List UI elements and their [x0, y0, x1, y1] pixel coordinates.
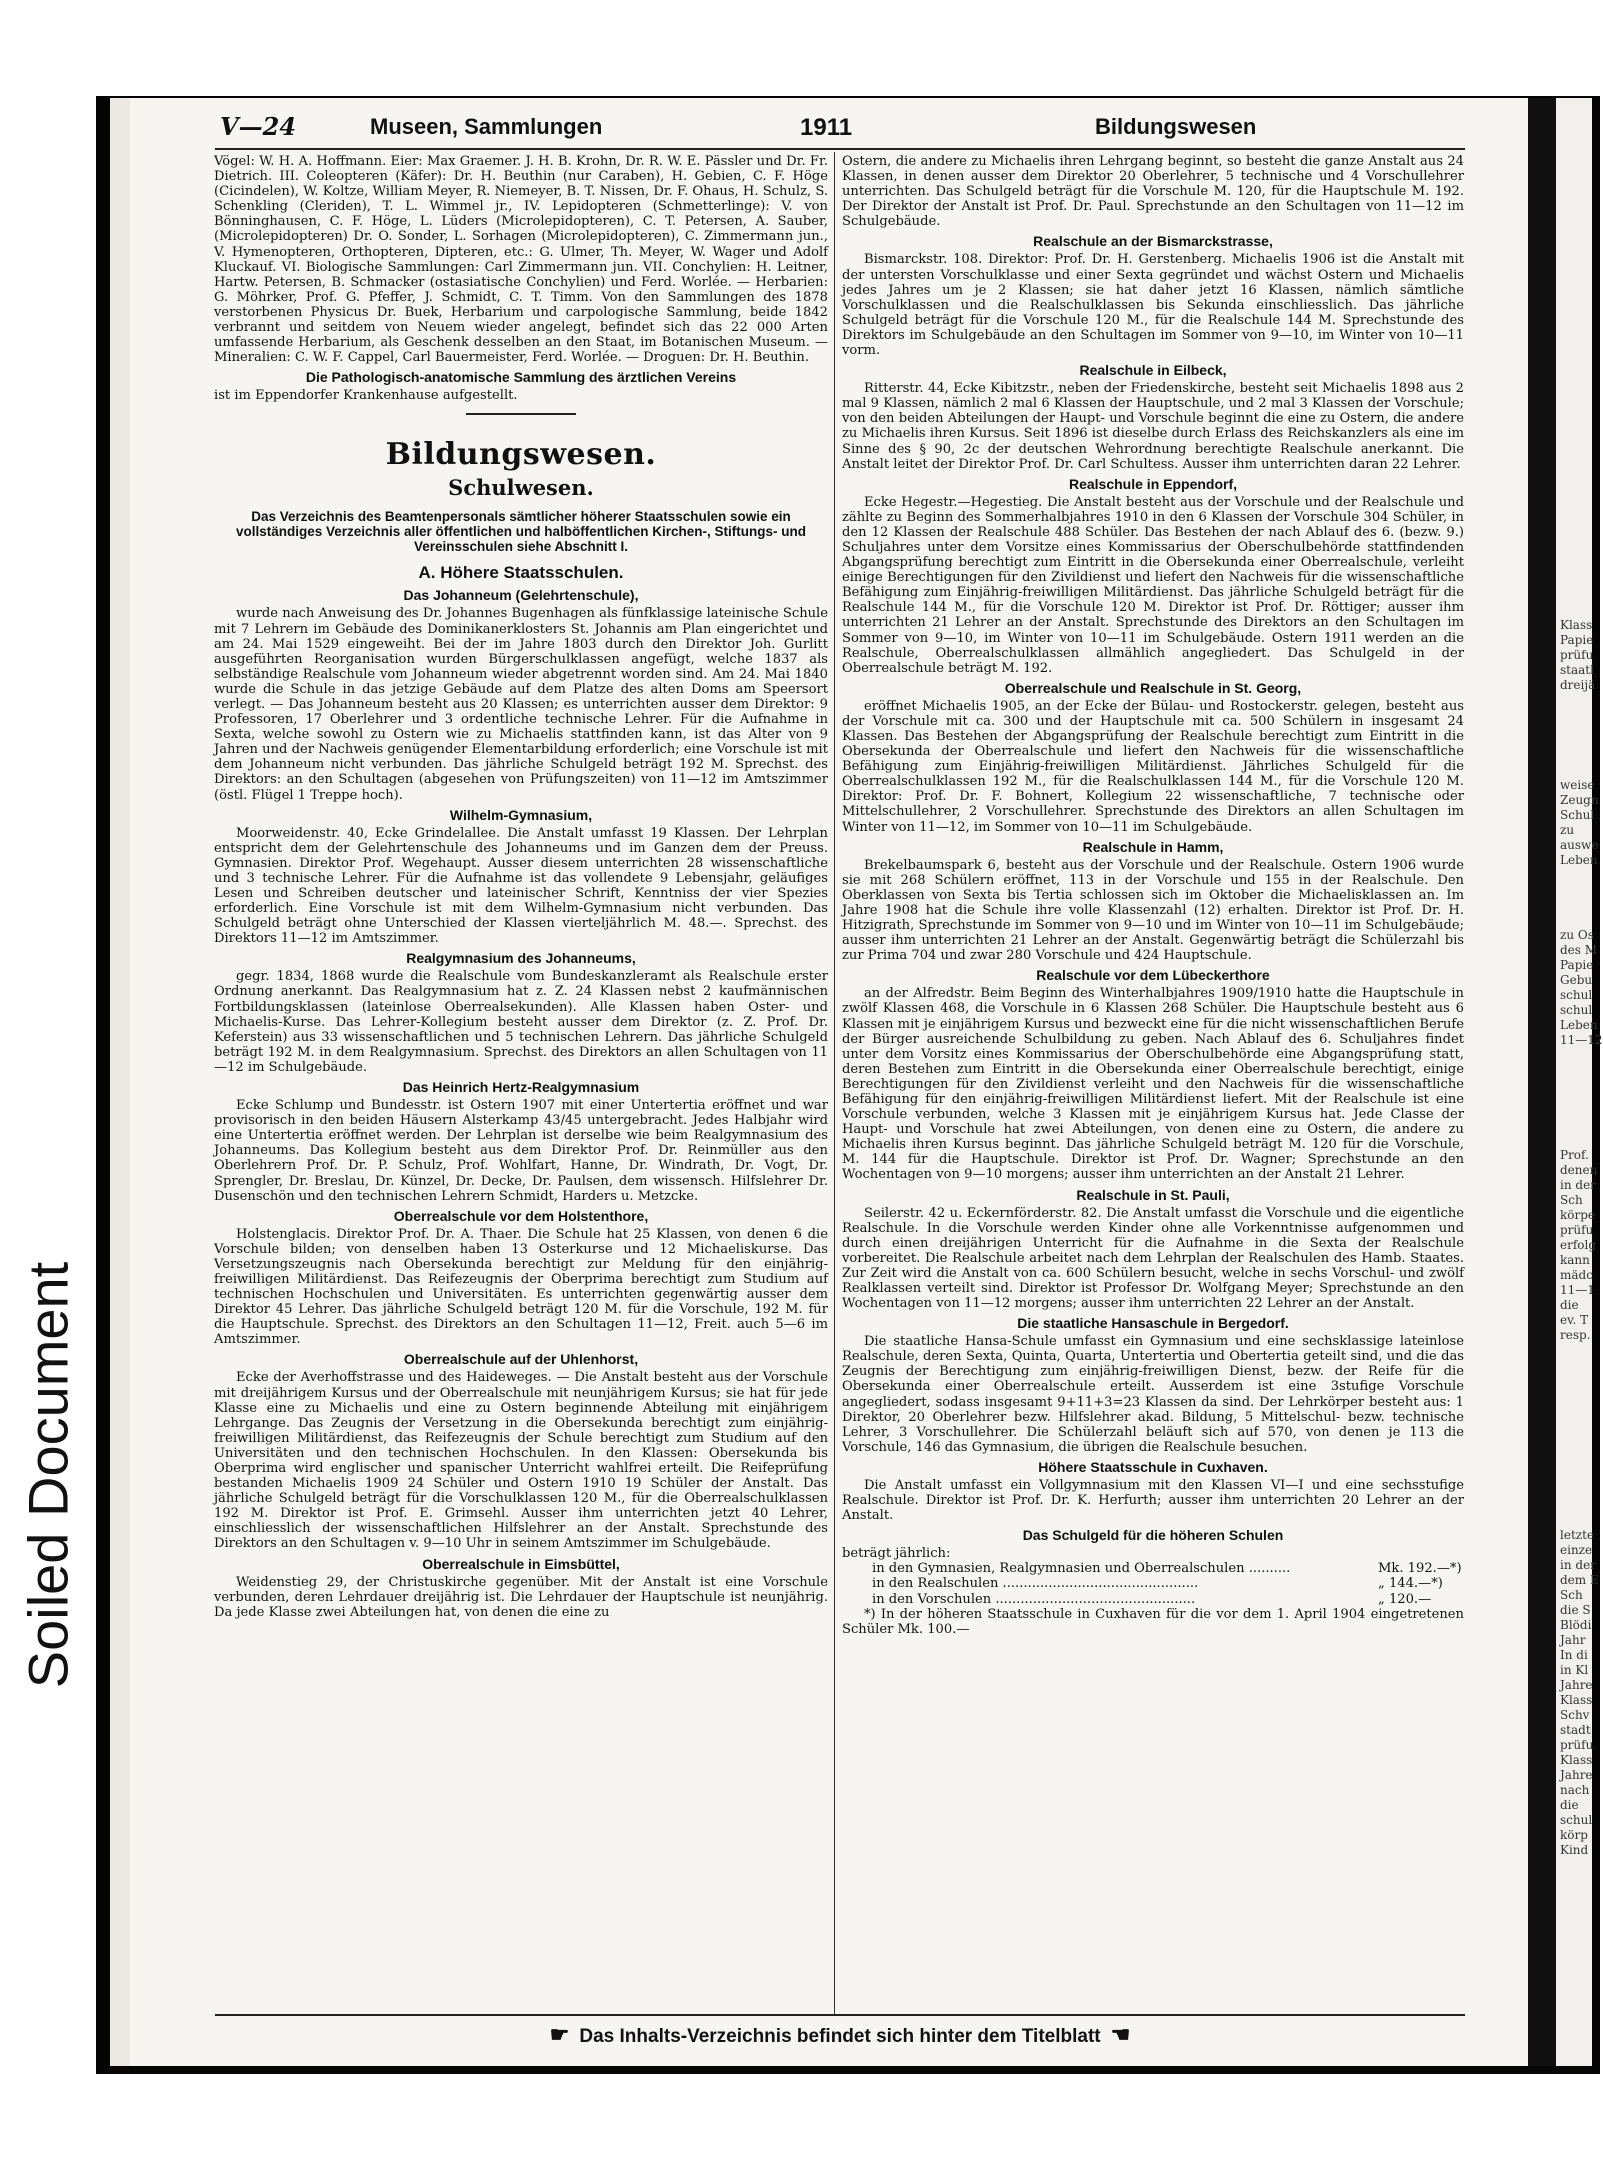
- next-page-fragment: prüfu: [1560, 648, 1594, 662]
- directory-note: Das Verzeichnis des Beamtenpersonals sämtlicher höherer Staatsschulen sowie ein vollständiges Verzeichnis aller öffentlichen und halböffentlichen Kirchen-, Stiftungs- und Vereinsschulen siehe Abschnitt I.: [235, 509, 807, 555]
- next-page-fragment: Blödi: [1560, 1618, 1592, 1632]
- school-paragraph: an der Alfredstr. Beim Beginn des Winterhalbjahres 1909/1910 hatte die Hauptschule in zwölf Klassen 468, die Vorschule in 6 Klassen 268 Schüler. Die Hauptschule besteht aus 6 Klassen mit je einjährigem Kursus und bezweckt eine für die nicht wissenschaftlichen Berufe der Bürger ausreichende Schulbildung zu geben. Nach Ablauf des 6. Schuljahres findet unter dem Vorsitz eines Kommissarius der Oberschulbehörde eine Abgangsprüfung statt, deren Bestehen zum Eintritt in die Obersekunda einer Oberrealschule berechtigt, einige Berechtigungen für den Zivildienst verleiht und den Nachweis für die wissenschaftliche Befähigung für den einjährig-freiwilligen Militärdienst liefert. Mit der Realschule ist eine Vorschule verbunden, welche 3 Klassen mit je einjährigem Kursus hat. Jede Classe der Haupt- und Vorschule hat zwei Abteilungen, von denen eine zu Ostern, die andere zu Michaelis ihren Kursus beginnt. Das jährliche Schulgeld beträgt M. 120 für die Vorschule, M. 144 für die Hauptschule. Direktor ist Prof. Dr. Wagner; Sprechstunde an den Wochentagen von 9—10 morgens; ausser ihm unterrichten an der Anstalt 21 Lehrer.: [842, 986, 1464, 1183]
- school-heading: Oberrealschule in Eimsbüttel,: [422, 1555, 620, 1572]
- next-page-fragment: denen: [1560, 1163, 1598, 1177]
- fee-table: [842, 1561, 1464, 1606]
- next-page-fragment: Schul: [1560, 808, 1595, 822]
- next-page-fragment: körpe: [1560, 1208, 1596, 1222]
- fee-label: in den Vorschulen ................................................: [872, 1591, 1196, 1607]
- left-school-list: [214, 587, 828, 1619]
- next-page-fragment: Zeugn: [1560, 793, 1599, 807]
- footer-note: [215, 2022, 1465, 2048]
- fee-intro: beträgt jährlich:: [842, 1546, 951, 1562]
- next-page-fragment: resp.: [1560, 1328, 1591, 1342]
- binding-gutter: [1528, 98, 1556, 2066]
- side-label: Soiled Document: [16, 1261, 80, 1689]
- next-page-fragment: Klass: [1560, 1693, 1593, 1707]
- right-school-list: [842, 233, 1464, 1523]
- school-heading: Wilhelm-Gymnasium,: [449, 806, 593, 823]
- school-paragraph: eröffnet Michaelis 1905, an der Ecke der Bülau- und Rostockerstr. gelegen, besteht aus der Vorschule mit ca. 300 und der Hauptschule mit ca. 500 Schülern in insgesamt 24 Klassen. Das Bestehen der Abgangsprüfung der Realschule berechtigt zum Eintritt in die Obersekunda der Oberrealschule und liefert den Nachweis für die wissenschaftliche Befähigung zum Einjährig-freiwilligen Militärdienst. Jährliches Schulgeld für die Oberrealschulklassen 192 M., für die Realschulklassen 144 M., für die Vorschule 120 M. Direktor: Prof. Dr. F. Bohnert, Kollegium 22 wissenschaftliche, 7 technische oder Mittelschullehrer, 2 Vorschullehrer. Sprechstunde des Direktors an allen Schultagen im Winter von 11—12, im Sommer von 10—11 im Schulgebäude.: [842, 698, 1464, 835]
- school-paragraph: Ecke Hegestr.—Hegestieg. Die Anstalt besteht aus der Vorschule und der Realschule und zählte zu Beginn des Sommerhalbjahres 1910 in den 6 Klassen der Vorschule 304 Schüler, in den 12 Klassen der Realschule 488 Schüler. Das Bestehen der nach Ablauf des 6. (bezw. 9.) Schuljahres unter dem Vorsitze eines Kommissarius der Oberschulbehörde stattfindenden Abgangsprüfung berechtigt zum Eintritt in die Obersekunda einer Oberrealschule, verleiht einige Berechtigungen für den Zivildienst und liefert den Nachweis für die wissenschaftliche Befähigung zum Einjährig-freiwilligen Militärdienst. Das jährliche Schulgeld beträgt für die Realschule 144 M., für die Vorschule 120 M. Direktor ist Prof. Dr. Röttiger; ausser ihm unterrichten 21 Lehrer an der Anstalt. Sprechstunde des Direktors an den Schultagen im Sommer von 9—10, im Winter von 10—11 im Schulgebäude. Ostern 1911 werden an die Realschule, Oberrealschulklassen allmählich angegliedert. Das Schulgeld in der Oberrealschule beträgt M. 192.: [842, 494, 1464, 676]
- next-page-fragment: weise: [1560, 778, 1595, 792]
- fee-value: „ 144.—*): [1378, 1576, 1443, 1592]
- next-page-fragment: 11—1: [1560, 1283, 1595, 1297]
- fee-row: [842, 1576, 1464, 1591]
- school-paragraph: Ritterstr. 44, Ecke Kibitzstr., neben der Friedenskirche, besteht seit Michaelis 1898 aus 2 mal 9 Klassen, nämlich 2 mal 6 Klassen der Hauptschule, und 2 mal 3 Klassen der Vorschule; von den beiden Abteilungen der Haupt- und Vorschule beginnt die eine zu Ostern, die andere zu Michaelis ihren Kursus. Seit 1896 ist dieselbe durch Erlass des Reichskanzlers als eine im Sinne des § 90, 2c der deutschen Wehrordnung berechtigte Realschule anerkannt. Die Anstalt leitet der Direktor Prof. Dr. Carl Schultess. Ausser ihm unterrichten daran 22 Lehrer.: [842, 381, 1464, 472]
- page-sheet: [110, 98, 1603, 2066]
- next-page-fragment: die: [1560, 1298, 1579, 1312]
- next-page-fragment: Schv: [1560, 1708, 1590, 1722]
- school-paragraph: Ecke Schlump und Bundesstr. ist Ostern 1907 mit einer Untertertia eröffnet und war provisorisch in den beiden Häusern Alsterkamp 43/45 untergebracht. Jedes Halbjahr wird eine Untertertia eröffnet werden. Der Lehrplan ist derselbe wie beim Realgymnasium des Johanneums. Das Kollegium besteht aus dem Direktor Prof. Dr. Reinmüller aus den Oberlehrern Prof. Dr. P. Schulz, Prof. Wohlfart, Hanne, Dr. Windrath, Dr. Vogt, Dr. Sprengler, Dr. Breslau, Dr. Künzel, Dr. Decke, Dr. Paulsen, dem wissensch. Hilfslehrer Dr. Dusenschön und den technischen Lehrern Schmidt, Harders u. Metzcke.: [214, 1098, 828, 1204]
- next-page-fragment: Leben: [1560, 1018, 1598, 1032]
- school-paragraph: Bismarckstr. 108. Direktor: Prof. Dr. H. Gerstenberg. Michaelis 1906 ist die Anstalt mit der untersten Vorschulklasse und einer Sexta gegründet und wächst Ostern und Michaelis jedes Jahres um je 2 Klassen; sie hat daher jetzt 16 Klassen, nämlich sämtliche Vorschulklassen und die Realschulklassen bis Sekunda einschliesslich. Das jährliche Schulgeld beträgt für die Vorschule 120 M., für die Realschule 144 M. Sprechstunde des Direktors im Schulgebäude an den Schultagen im Sommer von 9—10, im Winter von 10—11 vorm.: [842, 252, 1464, 359]
- next-page-fragment: des M: [1560, 943, 1598, 957]
- right-column: [842, 154, 1464, 1637]
- next-page-fragment: in der: [1560, 1558, 1596, 1572]
- main-title: Bildungswesen.: [385, 437, 657, 473]
- next-page-fragment: Jahre: [1560, 1678, 1593, 1692]
- school-paragraph: Die staatliche Hansa-Schule umfasst ein Gymnasium und eine sechsklassige lateinlose Realschule, deren Sexta, Quinta, Quarta, Untertertia und Obertertia geteilt sind, und die das Zeugnis der Berechtigung zum einjährig-freiwilligen Dienst, bezw. der Reife für die Obersekunda einer Oberrealschule erteilt. Ausserdem ist eine 3stufige Vorschule angegliedert, sodass insgesamt 9+11+3=23 Klassen da sind. Der Lehrkörper besteht aus: 1 Direktor, 20 Oberlehrer bezw. Hilfslehrer akad. Bildung, 5 Mittelschul- bezw. technische Lehrer, 3 Vorschullehrer. Die Schülerzahl beläuft sich auf 570, von denen je 113 die Vorschule, 146 das Gymnasium, die übrigen die Realschule besuchen.: [842, 1334, 1464, 1455]
- school-heading: Realschule vor dem Lübeckerthore: [1036, 967, 1270, 984]
- fee-value: Mk. 192.—*): [1378, 1561, 1462, 1577]
- next-page-fragment: staatl: [1560, 663, 1594, 677]
- next-page-fragment: mädc: [1560, 1268, 1593, 1282]
- next-page-fragment: prüfu: [1560, 1223, 1594, 1237]
- running-header: [220, 112, 1350, 146]
- next-page-fragment: prüfu: [1560, 1738, 1594, 1752]
- next-page-fragment: erfolg: [1560, 1238, 1597, 1252]
- next-page-fragment: in Kl: [1560, 1663, 1589, 1677]
- next-page-edge: [1556, 98, 1603, 2066]
- next-page-fragment: Kind: [1560, 1843, 1589, 1857]
- next-page-fragment: die: [1560, 1798, 1579, 1812]
- school-heading: Realgymnasium des Johanneums,: [406, 950, 636, 967]
- column-rule: [834, 152, 835, 2014]
- patho-paragraph: ist im Eppendorfer Krankenhause aufgestellt.: [214, 388, 518, 404]
- fee-row: [842, 1592, 1464, 1607]
- school-paragraph: Die Anstalt umfasst ein Vollgymnasium mit den Klassen VI—I und eine sechsstufige Realschule. Direktor ist Prof. Dr. K. Herfurth; ausser ihm unterrichten 20 Lehrer an der Anstalt.: [842, 1477, 1464, 1524]
- school-heading: Oberrealschule vor dem Holstenthore,: [393, 1207, 649, 1224]
- school-heading: Oberrealschule und Realschule in St. Georg,: [1004, 679, 1302, 696]
- museum-paragraph: Vögel: W. H. A. Hoffmann. Eier: Max Graemer. J. H. B. Krohn, Dr. R. W. E. Pässler und Dr. Fr. Dietrich. III. Coleopteren (Käfer): Dr. H. Beuthin (nur Caraben), H. Gebien, C. F. Höge (Cicindelen), W. Koltze, William Meyer, R. Niemeyer, B. T. Nissen, Dr. F. Ohaus, H. Schulz, S. Schenkling (Cleriden), T. L. Wimmel jr., IV. Lepidopteren (Schmetterlinge): V. von Bönninghausen, C. F. Höge, L. Lüders (Microlepidopteren), C. T. Petersen, A. Sauber, (Microlepidopteren) Dr. O. Sonder, L. Sorhagen (Microlepidopteren), C. Zimmermann jun., V. Hymenopteren, Orthopteren, Dipteren, etc.: G. Ulmer, Th. Meyer, W. Wager und Adolf Kluckauf. VI. Biologische Sammlungen: Carl Zimmermann jun. VII. Conchylien: H. Leitner, Hartw. Petersen, B. Schmacker (ostasiatische Conchylien) und Ferd. Worlée. — Herbarien: G. Möhrker, Prof. G. Pfeffer, J. Schmidt, C. T. Timm. Von den Sammlungen des 1878 verstorbenen Physicus Dr. Buek, Herbarium und carpologische Sammlung, beide 1842 verbrannt und seitdem von Neuem wieder angelegt, befindet sich das 22 000 Arten umfassende Herbarium, als Geschenk desselben an den Staat, im Botanischen Museum. — Mineralien: C. W. F. Cappel, Carl Bauermeister, Ferd. Worlée. — Droguen: Dr. H. Beuthin.: [214, 154, 828, 366]
- next-page-fragment: Prof.: [1560, 1148, 1589, 1162]
- school-heading: Das Heinrich Hertz-Realgymnasium: [402, 1079, 640, 1096]
- next-page-fragment: dem E: [1560, 1573, 1599, 1587]
- next-page-fragment: zu: [1560, 823, 1575, 837]
- school-paragraph: Holstenglacis. Direktor Prof. Dr. A. Thaer. Die Schule hat 25 Klassen, von denen 6 die Vorschule bilden; von denselben haben 13 Osterkurse und 12 Michaeliskurse. Das Versetzungszeugnis nach Obersekunda berechtigt zur Meldung für den einjährig-freiwilligen Militärdienst. Das Reifezeugnis der Oberprima berechtigt zum Studium auf technischen Hochschulen und Universitäten. Es unterrichten gegenwärtig ausser dem Direktor 45 Lehrer. Das jährliche Schulgeld beträgt 120 M. für die Vorschule, 192 M. für die Hauptschule. Sprechst. des Direktors an den Schultagen 11—12, Freit. auch 5—6 im Amtszimmer.: [214, 1226, 828, 1348]
- next-page-fragment: 11—12: [1560, 1033, 1603, 1047]
- footer-rule: [215, 2014, 1465, 2016]
- next-page-fragment: stadt: [1560, 1723, 1591, 1737]
- next-page-fragment: Sch: [1560, 1193, 1583, 1207]
- next-page-fragment: in der: [1560, 1178, 1596, 1192]
- school-paragraph: Ecke der Averhoffstrasse und des Haideweges. — Die Anstalt besteht aus der Vorschule mit dreijährigem Kursus und der Oberrealschule mit neunjährigem Kursus; sie hat für jede Klasse eine zu Michaelis und eine zu Ostern beginnende Abteilung mit einjährigem Lehrgange. Das Zeugnis der Versetzung in die Obersekunda berechtigt zum einjährig-freiwilligen Militärdienst, das Reifezeugnis der Schule berechtigt zum Studium auf den Universitäten und den technischen Hochschulen. In den Klassen: Obersekunda bis Oberprima wird englischer und spanischer Unterricht wahlfrei erteilt. Die Reifeprüfung bestanden Michaelis 1909 24 Schüler und Ostern 1910 19 Schüler der Anstalt. Das jährliche Schulgeld beträgt für die Vorschulklassen 120 M., für die Oberrealschulklassen 192 M. Direktor ist Prof. E. Grimsehl. Ausser ihm unterrichten jetzt 40 Lehrer, einschliesslich der wissenschaftlichen Hilfslehrer an der Anstalt. Sprechstunde des Direktors an den Schultagen v. 9—10 Uhr in seinem Amtszimmer im Schulgebäude.: [214, 1370, 828, 1552]
- school-paragraph: Seilerstr. 42 u. Eckernförderstr. 82. Die Anstalt umfasst die Vorschule und die eigentliche Realschule. In die Vorschule werden Kinder ohne alle Vorkenntnisse aufgenommen und durch einen dreijährigen Unterricht für die Aufnahme in die Sexta der Realschule vorbereitet. Die Realschule arbeitet nach dem Lehrplan der Realschulen des Hamb. Staates. Zur Zeit wird die Anstalt von ca. 600 Schülern besucht, welche in sechs Vorschul- und zwölf Realklassen verteilt sind. Direktor ist Professor Dr. Wolfgang Meyer; Sprechstunde an den Wochentagen von 11—12 morgens; ausser ihm unterrichten 22 Lehrer an der Anstalt.: [842, 1205, 1464, 1312]
- next-page-fragment: Jahre: [1560, 1768, 1593, 1782]
- page-number: V—24: [220, 112, 297, 141]
- school-paragraph: Moorweidenstr. 40, Ecke Grindelallee. Die Anstalt umfasst 19 Klassen. Der Lehrplan entspricht dem der Gelehrtenschule des Johanneums und im Ganzen dem der Preuss. Gymnasien. Direktor Prof. Wegehaupt. Ausser diesem unterrichten 28 wissenschaftliche und 3 technische Lehrer. Für die Aufnahme ist das vollendete 9 Lebensjahr, geläufiges Lesen und Schreiben deutscher und lateinischer Schrift, Kenntniss der vier Spezies erforderlich. Eine Vorschule ist mit dem Wilhelm-Gymnasium nicht verbunden. Das Schulgeld beträgt ohne Unterschied der Klassen vierteljährlich M. 48.—. Sprechst. des Direktors 11—12 im Amtszimmer.: [214, 825, 828, 947]
- next-page-fragment: Klass: [1560, 618, 1593, 632]
- fee-row: [842, 1561, 1464, 1576]
- school-heading: Realschule in Eppendorf,: [1068, 475, 1238, 492]
- pointing-hand-left-icon: ☚: [1110, 2022, 1131, 2047]
- section-a-heading: A. Höhere Staatsschulen.: [418, 563, 624, 583]
- next-page-fragment: dreijä: [1560, 678, 1596, 692]
- school-heading: Die staatliche Hansaschule in Bergedorf.: [1017, 1315, 1289, 1332]
- next-page-fragment: nach: [1560, 1783, 1590, 1797]
- sub-title: Schulwesen.: [448, 475, 594, 501]
- next-page-fragment: einze: [1560, 1543, 1593, 1557]
- school-heading: Oberrealschule auf der Uhlenhorst,: [403, 1351, 639, 1368]
- next-page-fragment: schul: [1560, 988, 1593, 1002]
- continuation-paragraph: Ostern, die andere zu Michaelis ihren Lehrgang beginnt, so besteht die ganze Anstalt aus 24 Klassen, in denen ausser dem Direktor 20 Oberlehrer, 5 technische und 4 Vorschullehrer unterrichten. Das Schulgeld beträgt für die Vorschule M. 120, für die Hauptschule M. 192. Der Direktor der Anstalt ist Prof. Dr. Paul. Sprechstunde an den Schultagen von 11—12 im Schulgebäude.: [842, 154, 1464, 230]
- next-page-fragment: Papie: [1560, 633, 1594, 647]
- fee-title: Das Schulgeld für die höheren Schulen: [1022, 1527, 1284, 1544]
- next-page-fragment: zu Os: [1560, 928, 1594, 942]
- patho-title: Die Pathologisch-anatomische Sammlung des ärztlichen Vereins: [305, 369, 737, 386]
- school-heading: Realschule in Eilbeck,: [1079, 362, 1227, 379]
- fee-value: „ 120.—: [1378, 1591, 1432, 1607]
- school-heading: Realschule an der Bismarckstrasse,: [1033, 233, 1273, 250]
- next-page-fragment: Leben: [1560, 853, 1598, 867]
- next-page-fragment: Jahr: [1560, 1633, 1586, 1647]
- school-paragraph: Brekelbaumspark 6, besteht aus der Vorschule und der Realschule. Ostern 1906 wurde sie mit 268 Schülern eröffnet, 113 in der Vorschule und 155 in der Realschule. Den Oberklassen von Sexta bis Tertia schlossen sich im Oktober die Michaelisklassen an. Im Jahre 1908 hat die Schule ihre volle Klassenzahl (12) erhalten. Direktor ist Prof. Dr. H. Hitzigrath, Sprechstunde im Sommer von 9—10 und im Winter von 10—11 im Schulgebäude; ausser ihm unterrichten 21 Lehrer an der Anstalt. Gegenwärtig beträgt die Schülerzahl bis zur Prima 704 und zwar 280 Vorschule und 424 Hauptschule.: [842, 857, 1464, 964]
- next-page-fragment: körp: [1560, 1828, 1588, 1842]
- next-page-fragment: In di: [1560, 1648, 1588, 1662]
- school-paragraph: gegr. 1834, 1868 wurde die Realschule vom Bundeskanzleramt als Realschule erster Ordnung anerkannt. Das Realgymnasium hat z. Z. 24 Klassen nebst 2 kaufmännischen Fortbildungsklassen (lateinlose Oberrealsekunden). Alle Klassen haben Oster- und Michaelis-Kurse. Das Lehrer-Kollegium besteht ausser dem Direktor (z. Z. Prof. Dr. Keferstein) aus 33 wissenschaftlichen und 5 technischen Lehrern. Das jährliche Schulgeld beträgt 192 M. in dem Realgymnasium. Sprechst. des Direktors an allen Schultagen von 11—12 im Schulgebäude.: [214, 969, 828, 1075]
- header-rule: [215, 148, 1465, 150]
- school-heading: Das Johanneum (Gelehrtenschule),: [403, 587, 639, 604]
- next-page-fragment: Papie: [1560, 958, 1594, 972]
- fee-label: in den Gymnasien, Realgymnasien und Oberrealschulen ..........: [872, 1561, 1291, 1577]
- next-page-fragment: letzte: [1560, 1528, 1595, 1542]
- next-page-fragment: Sch: [1560, 1588, 1583, 1602]
- pointing-hand-right-icon: ☛: [549, 2022, 570, 2047]
- left-column: [214, 154, 828, 1620]
- next-page-fragment: auswe: [1560, 838, 1599, 852]
- next-page-fragment: Klass: [1560, 1753, 1593, 1767]
- header-year: 1911: [800, 114, 853, 141]
- next-page-fragment: Gebu: [1560, 973, 1593, 987]
- school-heading: Realschule in Hamm,: [1082, 838, 1224, 855]
- next-page-fragment: die S: [1560, 1603, 1591, 1617]
- school-paragraph: Weidenstieg 29, der Christuskirche gegenüber. Mit der Anstalt ist eine Vorschule verbunden, deren Lehrdauer dreijährig ist. Die Lehrdauer der Hauptschule ist neunjährig. Da jede Klasse zwei Abteilungen hat, von denen die eine zu: [214, 1574, 828, 1620]
- section-divider: [466, 413, 576, 415]
- next-page-fragment: ev. T: [1560, 1313, 1589, 1327]
- fee-footnote: *) In der höheren Staatsschule in Cuxhaven für die vor dem 1. April 1904 eingetretenen Schüler Mk. 100.—: [842, 1606, 1464, 1637]
- school-paragraph: wurde nach Anweisung des Dr. Johannes Bugenhagen als fünfklassige lateinische Schule mit 7 Lehrern im Gebäude des Dominikanerklosters St. Johannis am Plan eingerichtet und am 24. Mai 1529 eingeweiht. Bei der im Jahre 1803 durch den Direktor Joh. Gurlitt ausgeführten Reorganisation wurden Bürgerschulklassen angefügt, welche 1837 als selbständige Realschule vom Johanneum wieder abgetrennt worden sind. Am 24. Mai 1840 wurde die Schule in das jetzige Gebäude auf dem Platze des alten Doms am Speersort verlegt. — Das Johanneum besteht aus 20 Klassen; es unterrichten ausser dem Direktor: 9 Professoren, 17 Oberlehrer und 3 ordentliche technische Lehrer. Für die Aufnahme in Sexta, welche sowohl zu Ostern wie zu Michaelis stattfinden kann, ist das Alter von 9 Jahren und der Nachweis genügender Elementarbildung erforderlich; eine Vorschule ist mit dem Johanneum nicht verbunden. Das jährliche Schulgeld beträgt 192 M. Sprechst. des Direktors: an den Schultagen (abgesehen von Prüfungszeiten) von 11—12 im Amtszimmer (östl. Flügel 1 Treppe hoch).: [214, 606, 828, 803]
- next-page-fragment: schul: [1560, 1003, 1593, 1017]
- scanned-page: [96, 96, 1603, 2074]
- header-right-title: Bildungswesen: [1095, 114, 1257, 139]
- school-heading: Realschule in St. Pauli,: [1076, 1186, 1230, 1203]
- footer-text: Das Inhalts-Verzeichnis befindet sich hinter dem Titelblatt: [579, 2026, 1101, 2047]
- fee-label: in den Realschulen ...............................................: [872, 1576, 1199, 1592]
- header-left-title: Museen, Sammlungen: [370, 114, 603, 139]
- next-page-fragment: schul: [1560, 1813, 1593, 1827]
- next-page-fragment: kann: [1560, 1253, 1590, 1267]
- school-heading: Höhere Staatsschule in Cuxhaven.: [1038, 1458, 1268, 1475]
